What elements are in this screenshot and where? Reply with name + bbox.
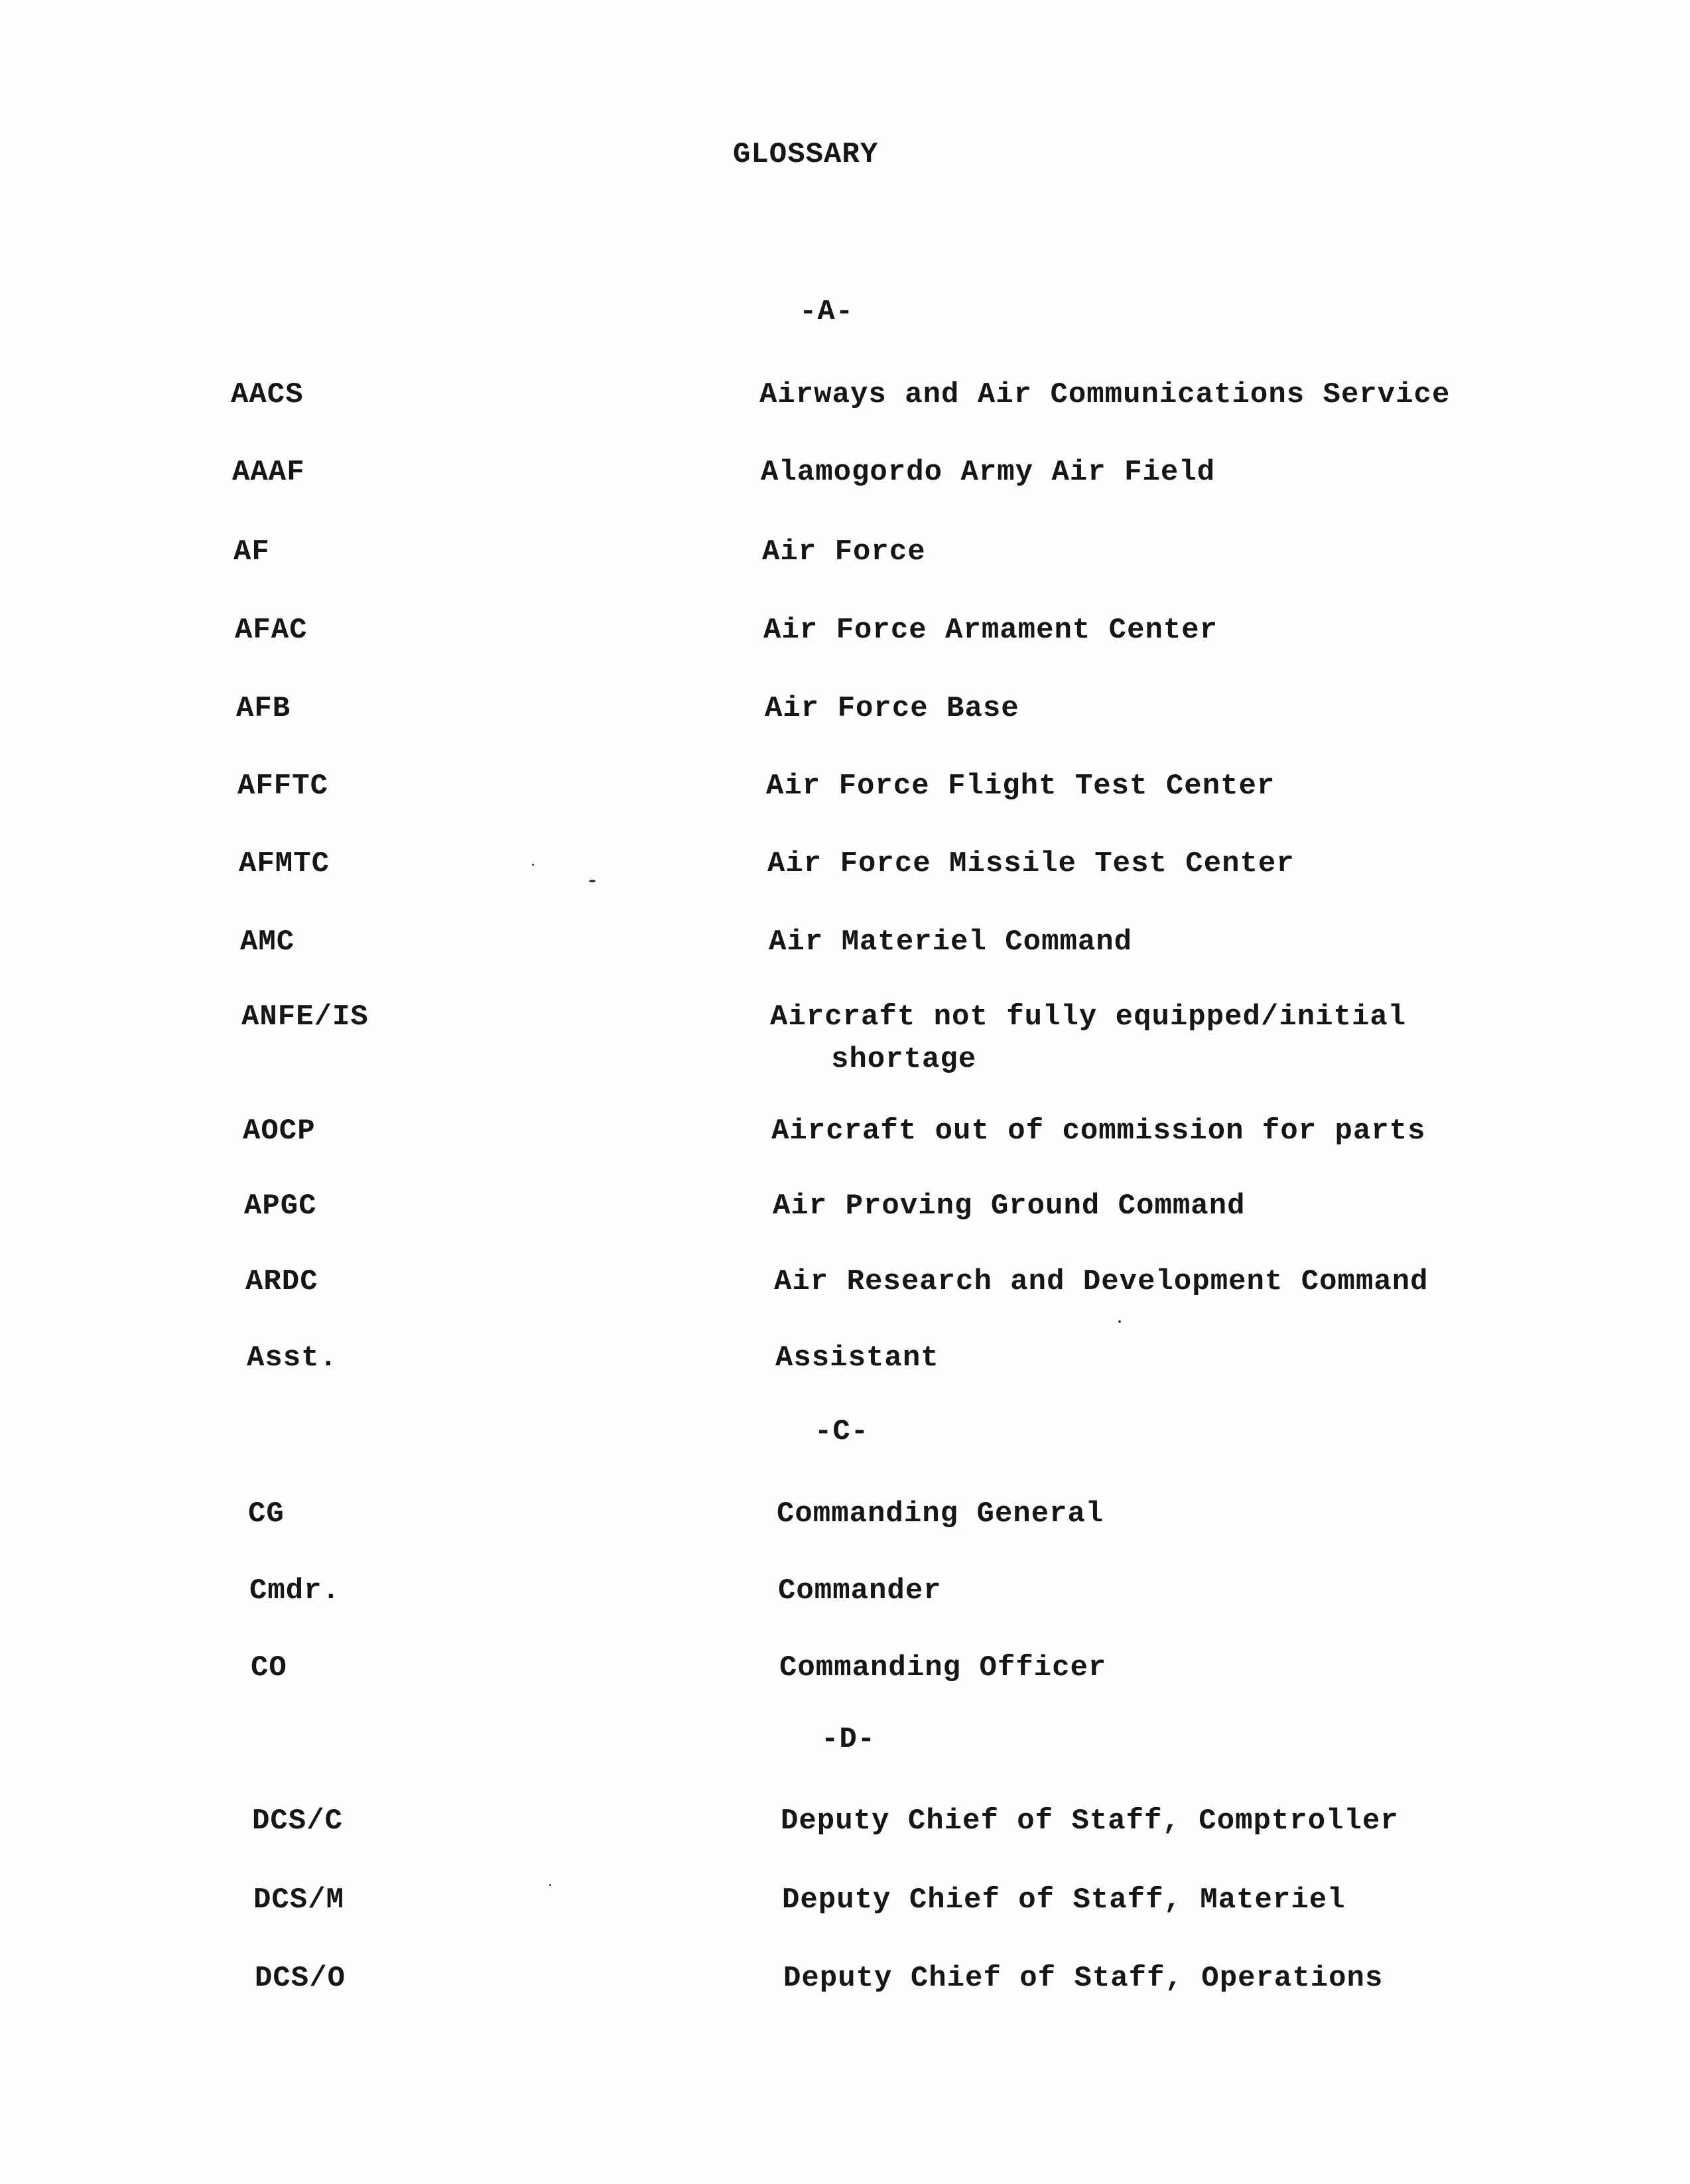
entry-term: AFMTC [239,847,330,880]
entry-term: AFFTC [237,770,329,803]
entry-term: AF [233,535,270,569]
glossary-entry [0,1574,1690,1607]
entry-definition: Air Proving Ground Command [773,1190,1246,1223]
glossary-entry [0,925,1690,959]
entry-term: DCS/C [252,1805,344,1838]
entry-term: ARDC [245,1265,318,1298]
entry-definition: Commanding General [777,1497,1104,1531]
entry-definition: Air Research and Development Command [774,1265,1429,1298]
entry-term: ANFE/IS [241,1000,369,1034]
section-heading-d: -D- [821,1723,876,1756]
entry-definition: Air Materiel Command [769,925,1133,959]
entry-definition: Commanding Officer [779,1651,1107,1684]
scan-speck [589,880,596,882]
entry-term: Asst. [247,1341,338,1375]
entry-definition: Air Force [762,535,926,569]
glossary-entry [0,535,1690,569]
entry-term: AACS [231,378,304,411]
glossary-entry [0,1883,1690,1917]
glossary-entry [0,1497,1690,1531]
entry-definition: Air Force Base [765,692,1019,725]
scan-speck [532,864,534,866]
entry-term: AFAC [235,614,308,647]
entry-term: APGC [244,1190,317,1223]
glossary-entry [0,614,1690,647]
page-title: GLOSSARY [733,138,879,171]
entry-definition: Airways and Air Communications Service [759,378,1451,411]
entry-term: CO [251,1651,287,1684]
glossary-entry [0,1000,1690,1076]
glossary-entry [0,1115,1690,1148]
entry-definition: Deputy Chief of Staff, Operations [783,1962,1384,1995]
glossary-entry [0,1341,1690,1375]
entry-definition: Assistant [775,1341,939,1375]
entry-term: DCS/M [253,1883,345,1917]
glossary-entry [0,456,1690,489]
entry-definition: Air Force Armament Center [763,614,1218,647]
scan-speck [1118,1320,1121,1323]
entry-definition: Deputy Chief of Staff, Materiel [782,1883,1346,1917]
section-heading-c: -C- [814,1415,870,1448]
glossary-entry [0,770,1690,803]
entry-term: AMC [240,925,295,959]
glossary-entry [0,1190,1690,1223]
glossary-entry [0,1651,1690,1684]
entry-definition [770,996,1406,1081]
entry-term: Cmdr. [249,1574,341,1607]
glossary-entry [0,1805,1690,1838]
entry-term: AOCP [243,1115,316,1148]
scan-speck [549,1884,551,1886]
entry-definition: Alamogordo Army Air Field [761,456,1216,489]
entry-term: CG [248,1497,285,1531]
entry-definition: Air Force Missile Test Center [767,847,1295,880]
entry-definition: Air Force Flight Test Center [766,770,1275,803]
glossary-entry [0,1962,1690,1995]
section-heading-a: -A- [799,295,854,328]
entry-definition: Deputy Chief of Staff, Comptroller [781,1805,1399,1838]
entry-definition: Aircraft out of commission for parts [771,1115,1426,1148]
entry-term: DCS/O [255,1962,346,1995]
entry-definition: Commander [778,1574,942,1607]
entry-definition-continuation: shortage [831,1043,977,1076]
entry-term: AAAF [232,456,305,489]
entry-definition-line: Aircraft not fully equipped/initial [770,1000,1407,1034]
entry-term: AFB [236,692,291,725]
